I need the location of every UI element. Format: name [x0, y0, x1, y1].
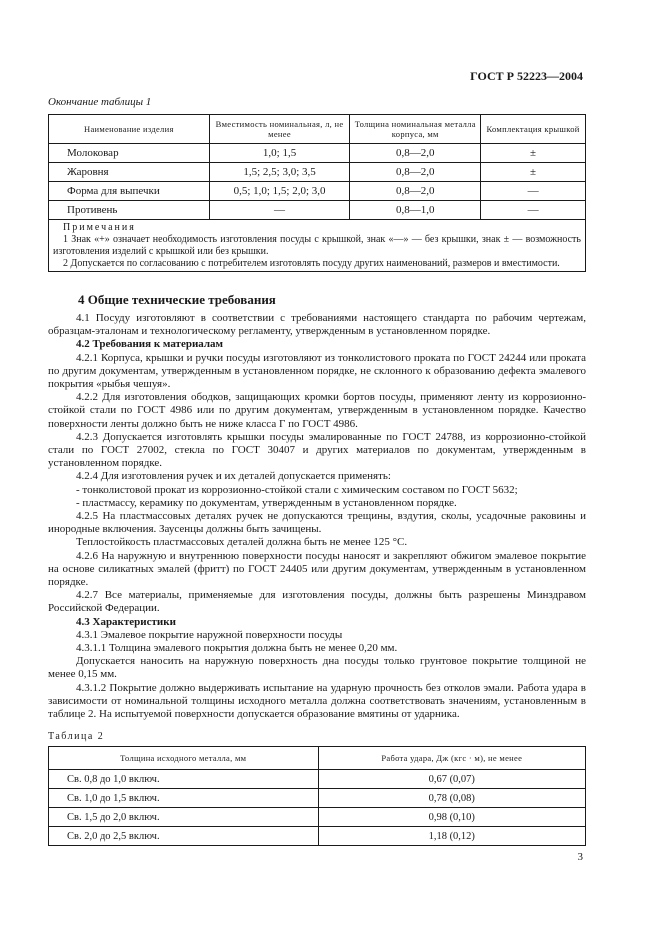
- table2-col-thickness: Толщина исходного металла, мм: [49, 747, 319, 770]
- table-cell: 1,18 (0,12): [318, 827, 585, 846]
- table-cell: —: [481, 201, 586, 220]
- table-row: [49, 201, 586, 220]
- table-cell: —: [209, 201, 350, 220]
- table-cell: 0,8—1,0: [350, 201, 481, 220]
- paragraph-4-2-5: 4.2.5 На пластмассовых деталях ручек не допускаются трещины, вздутия, сколы, усадочные раковины и инородные включения. Заусенцы должны быть зачищены.: [48, 510, 586, 536]
- table-cell: 0,8—2,0: [350, 182, 481, 201]
- table-cell: Молоковар: [49, 144, 210, 163]
- paragraph-4-2-7: 4.2.7 Все материалы, применяемые для изготовления посуды, должны быть разрешены Минздравом Российской Федерации.: [48, 589, 586, 615]
- section-4-body: [48, 312, 586, 721]
- table-row: [49, 789, 586, 808]
- paragraph-4-1: 4.1 Посуду изготовляют в соответствии с требованиями настоящего стандарта по рабочим чертежам, образцам-эталонам и технологическому регламенту, утвержденным в установленном порядке.: [48, 312, 586, 338]
- table1-header-row: [49, 115, 586, 144]
- paragraph-4-2-1: 4.2.1 Корпуса, крышки и ручки посуды изготовляют из тонколистового проката по ГОСТ 24244 или проката по другим документам, утвержденным в установленном порядке, не склонного к образованию дефекта эмалевого покрытия «рыбья чешуя».: [48, 351, 586, 391]
- table1-col-thickness: Толщина номинальная металла корпуса, мм: [350, 115, 481, 144]
- paragraph-4-2-4-item-2: - пластмассу, керамику по документам, утвержденным в установленном порядке.: [76, 496, 457, 509]
- document-code: ГОСТ Р 52223—2004: [470, 69, 583, 83]
- table-row: [49, 163, 586, 182]
- table-row: [49, 144, 586, 163]
- table-cell: —: [481, 182, 586, 201]
- table2-col-impact: Работа удара, Дж (кгс · м), не менее: [318, 747, 585, 770]
- table-cell: 1,0; 1,5: [209, 144, 350, 163]
- table2: [48, 746, 586, 846]
- table-cell: Св. 1,0 до 1,5 включ.: [49, 789, 319, 808]
- table-cell: ±: [481, 144, 586, 163]
- table-cell: 0,8—2,0: [350, 144, 481, 163]
- table1-notes-row: [49, 220, 586, 272]
- paragraph-4-2-4: 4.2.4 Для изготовления ручек и их деталей допускается применять:: [76, 470, 391, 483]
- table2-caption: Таблица 2: [48, 731, 105, 742]
- heading-4-2: 4.2 Требования к материалам: [76, 338, 224, 351]
- table-cell: 0,98 (0,10): [318, 808, 585, 827]
- paragraph-4-3-1: 4.3.1 Эмалевое покрытие наружной поверхности посуды: [76, 628, 343, 641]
- table-cell: Форма для выпечки: [49, 182, 210, 201]
- paragraph-4-2-5-heat: Теплостойкость пластмассовых деталей должна быть не менее 125 °С.: [76, 536, 408, 549]
- paragraph-4-2-2: 4.2.2 Для изготовления ободков, защищающих кромки бортов посуды, применяют ленту из коррозионно-стойкой стали по ГОСТ 4986 или по другим документам, утвержденным в установленном порядке. Качество поверхности ленты должно быть не ниже класса Г по ГОСТ 4986.: [48, 391, 586, 430]
- table-cell: 0,67 (0,07): [318, 770, 585, 789]
- note-2: 2 Допускается по согласованию с потребителем изготовлять посуду других наименований, размеров и вместимости.: [63, 258, 560, 269]
- table-cell: 0,78 (0,08): [318, 789, 585, 808]
- heading-4-3: 4.3 Характеристики: [76, 615, 176, 628]
- paragraph-4-2-4-item-1: - тонколистовой прокат из коррозионно-стойкой стали с химическим составом по ГОСТ 5632;: [76, 483, 518, 496]
- table1-col-volume: Вместимость номинальная, л, не менее: [209, 115, 350, 144]
- table-cell: Св. 0,8 до 1,0 включ.: [49, 770, 319, 789]
- paragraph-4-2-6: 4.2.6 На наружную и внутреннюю поверхности посуды наносят и закрепляют обжигом эмалевое покрытие на основе силикатных эмалей (фритт) по ГОСТ 24405 или другим документам, утвержденным в установленном порядке.: [48, 549, 586, 589]
- table-row: [49, 827, 586, 846]
- table-cell: Св. 1,5 до 2,0 включ.: [49, 808, 319, 827]
- table-cell: 0,8—2,0: [350, 163, 481, 182]
- table1-caption: Окончание таблицы 1: [48, 96, 152, 108]
- table-cell: Противень: [49, 201, 210, 220]
- table-cell: Св. 2,0 до 2,5 включ.: [49, 827, 319, 846]
- table-row: [49, 770, 586, 789]
- page-number: 3: [577, 851, 583, 863]
- table-cell: 1,5; 2,5; 3,0; 3,5: [209, 163, 350, 182]
- table-cell: Жаровня: [49, 163, 210, 182]
- paragraph-4-2-3: 4.2.3 Допускается изготовлять крышки посуды эмалированные по ГОСТ 24788, из коррозионно-стойкой стали по ГОСТ 27002, стекла по ГОСТ 30407 и других материалов по документам, утвержденным в установленном порядке.: [48, 430, 586, 470]
- paragraph-4-3-1-1-b: Допускается наносить на наружную поверхность дна посуды только грунтовое покрытие толщиной не менее 0,15 мм.: [48, 655, 586, 681]
- table1-notes: [49, 220, 586, 272]
- table1: [48, 114, 586, 272]
- paragraph-4-3-1-1: 4.3.1.1 Толщина эмалевого покрытия должна быть не менее 0,20 мм.: [76, 642, 398, 655]
- section-4-title: 4 Общие технические требования: [78, 292, 276, 307]
- table-row: [49, 182, 586, 201]
- table-row: [49, 808, 586, 827]
- table-cell: ±: [481, 163, 586, 182]
- table1-col-name: Наименование изделия: [49, 115, 210, 144]
- table-cell: 0,5; 1,0; 1,5; 2,0; 3,0: [209, 182, 350, 201]
- table2-header-row: [49, 747, 586, 770]
- notes-header: Примечания: [63, 222, 136, 233]
- paragraph-4-3-1-2: 4.3.1.2 Покрытие должно выдерживать испытание на ударную прочность без отколов эмали. Работа удара в зависимости от номинальной толщины исходного металла должна соответствовать значениям, установленным в таблице 2. На испытуемой поверхности допускается образование вмятины от ударника.: [48, 681, 586, 721]
- table1-col-lid: Комплектация крышкой: [481, 115, 586, 144]
- note-1: 1 Знак «+» означает необходимость изготовления посуды с крышкой, знак «—» — без крышки, знак ± — возможность изготовления изделий с крышкой или без крышки.: [53, 234, 581, 257]
